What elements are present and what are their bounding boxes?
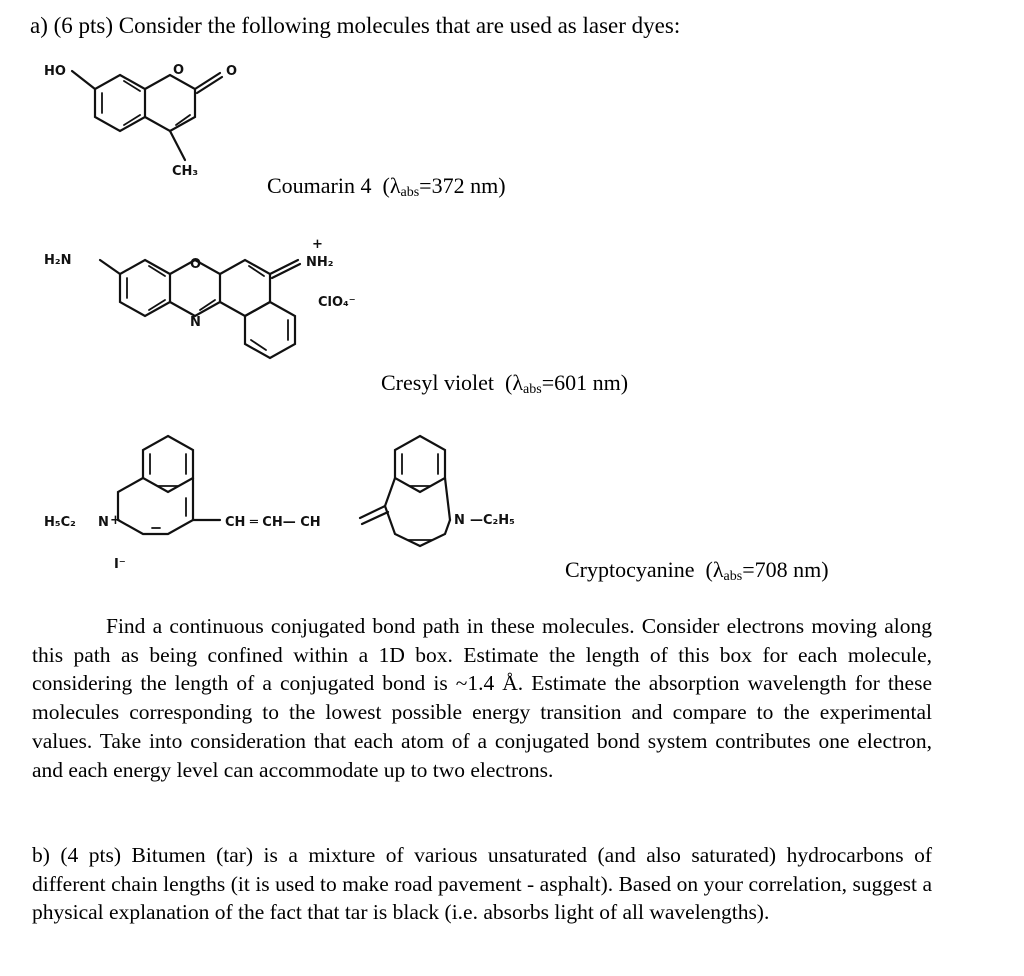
cryptocyanine-lambda-value: =708 nm) <box>742 557 829 582</box>
cresyl-violet-caption: Cresyl violet ($\lambda_{abs}=601$ nm) <box>381 370 629 397</box>
lambda-subscript: abs <box>400 185 420 200</box>
cryptocyanine-h5c2-label: H₅C₂ <box>44 515 76 530</box>
cryptocyanine-chain-label: CH ═ CH— CH <box>225 515 321 530</box>
coumarin-4-lambda-value: =372 nm) <box>419 173 506 198</box>
cryptocyanine-c2h5-label: —C₂H₅ <box>470 513 515 528</box>
question-a-heading: a) (6 pts) Consider the following molecules that are used as laser dyes: <box>30 13 681 38</box>
coumarin-ch3-label: CH₃ <box>172 164 199 179</box>
cryptocyanine-right-n-label: N <box>454 513 465 528</box>
question-a-body <box>32 612 932 784</box>
coumarin-carbonyl-o-label: O <box>226 64 238 79</box>
cresyl-plus-label: + <box>312 237 323 252</box>
cryptocyanine-left-n-label: N <box>98 515 109 530</box>
cresyl-violet-structure <box>40 238 370 368</box>
cryptocyanine-structure <box>40 428 600 578</box>
cryptocyanine-name: Cryptocyanine <box>565 557 695 582</box>
coumarin-4-structure <box>40 55 270 185</box>
cryptocyanine-iodide-label: I⁻ <box>114 557 126 572</box>
lambda-symbol: λ <box>512 370 524 395</box>
cresyl-violet-lambda-value: =601 nm) <box>541 370 629 395</box>
question-b-body-text: b) (4 pts) Bitumen (tar) is a mixture of various unsaturated (and also saturated) hydrocarbons of different chain lengths (it is used to make road pavement - asphalt). Based on your correlation, suggest a physical explanation of the fact that tar is black (i.e. absorbs light of all wavelengths). <box>32 843 932 925</box>
cresyl-clo4-label: ClO₄⁻ <box>318 295 356 310</box>
cryptocyanine-caption: Cryptocyanine ($\lambda_{abs}=708$ nm) <box>565 557 829 584</box>
coumarin-ring-o-label: O <box>173 63 185 78</box>
question-a-body-text: Find a continuous conjugated bond path in these molecules. Consider electrons moving along this path as being confined within a 1D box. Estimate the length of this box for each molecule, considering the length of a conjugated bond is ~1.4 Å. Estimate the absorption wavelength for these molecules corresponding to the lowest possible energy transition and compare to the experimental values. Take into consideration that each atom of a conjugated bond system contributes one electron, and each energy level can accommodate up to two electrons. <box>32 614 932 782</box>
lambda-symbol: λ <box>389 173 401 198</box>
cryptocyanine-plus-label: + <box>110 513 121 528</box>
cresyl-ring-n-label: N <box>190 315 201 330</box>
coumarin-4-caption: Coumarin 4 ($\lambda_{abs}=372$ nm) <box>267 173 506 200</box>
coumarin-ho-label: HO <box>44 64 66 79</box>
cresyl-nh2-label: NH₂ <box>306 255 334 270</box>
cresyl-violet-name: Cresyl violet <box>381 370 495 395</box>
question-b-body <box>32 841 932 927</box>
lambda-subscript: abs <box>723 569 743 584</box>
cresyl-ring-o-label: O <box>190 257 202 272</box>
lambda-subscript: abs <box>523 382 542 397</box>
cresyl-h2n-label: H₂N <box>44 253 72 268</box>
coumarin-4-name: Coumarin 4 <box>267 173 372 198</box>
lambda-symbol: λ <box>712 557 724 582</box>
